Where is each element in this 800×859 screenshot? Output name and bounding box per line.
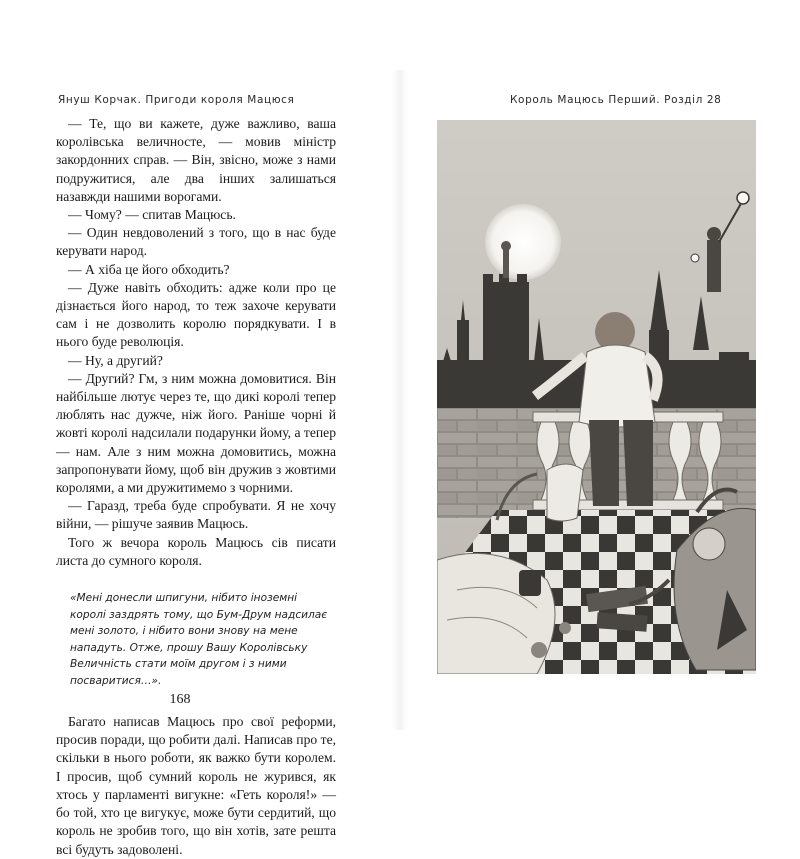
moon <box>485 204 561 280</box>
scroll <box>547 464 583 521</box>
page-number: 168 <box>169 692 191 707</box>
book-illustration <box>437 120 756 674</box>
paragraph: — Чому? — спитав Мацюсь. <box>68 207 236 223</box>
illustration-drawing <box>437 120 756 674</box>
paragraph: — Дуже навіть обходить: адже коли про це дізнається його народ, то теж захоче керувати сам і не дозволить королю порядкувати. І в нього буде революція. <box>56 279 336 350</box>
left-page-text <box>56 115 336 859</box>
book-gutter <box>392 70 408 730</box>
paragraph: — Гаразд, треба буде спробувати. Я не хочу війни, — рішуче заявив Мацюсь. <box>56 498 336 532</box>
paragraph: — А хіба це його обходить? <box>68 261 230 277</box>
paragraph: Того ж вечора король Мацюсь сів писати листа до сумного короля. <box>56 534 336 568</box>
paragraph: — Один невдоволений з того, що в нас буде керувати народ. <box>56 225 336 259</box>
closing-paragraph: Багато написав Мацюсь про свої реформи, просив поради, що робити далі. Написав про те, скільки в нього роботи, як важко бути королем. І просив, щоб сумний король не журився, як хтось у парламенті вигукне: «Геть короля!» — бо той, хто це вигукує, може бути сердитий, що король не зробив того, що він хотів, зате решта всі будуть задоволені. <box>56 714 336 857</box>
letter-quote: «Мені донесли шпигуни, нібито іноземні королі заздрять тому, що Бум-Друм надсилає мені золото, і нібито вони знову на мене нападуть. Отже, прошу Вашу Королівську Величність стати моїм другом і з ними посваритися…». <box>70 592 328 687</box>
paragraph: — Те, що ви кажете, дуже важливо, ваша королівська величносте, — мовив міністр закордонних справ. — Він, звісно, може з нами подружитися, але два інших залишаться назавжди нашими ворогами. <box>56 116 336 204</box>
paragraph: — Другий? Гм, з ним можна домовитися. Він найбільше лютує через те, що дикі королі тепер люблять нас дужче, ніж його. Раніше чорні й жовті королі надсилали подарунки йому, а тепер — нам. Але з ним можна домовитись, можна запропонувати йому, щоб він дружив з жовтими королями, а ми дружитимемо з чорними. <box>56 370 336 496</box>
paragraph: — Ну, а другий? <box>68 352 163 368</box>
left-running-head: Януш Корчак. Пригоди короля Мацюся <box>58 94 295 106</box>
right-running-head: Король Мацюсь Перший. Розділ 28 <box>510 94 722 106</box>
